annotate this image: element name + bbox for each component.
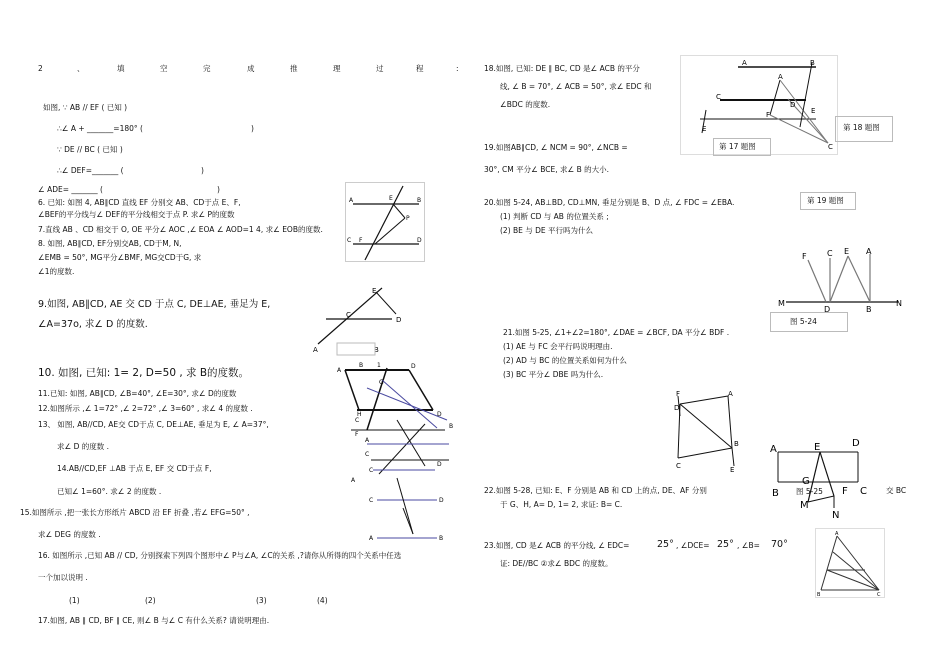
q2-line-2-close: ) xyxy=(251,124,254,133)
fig22-label-m: M xyxy=(800,500,809,511)
fig23-label-b: B xyxy=(817,592,821,598)
q15-line-1: 15.如图所示 ,把一张长方形纸片 ABCD 沿 EF 折叠 ,若∠ EFG=50° , xyxy=(20,508,250,517)
q19-line-1: 19.如图AB∥CD, ∠ NCM = 90°, ∠NCB = xyxy=(484,143,628,152)
q23-value-b: 70° xyxy=(771,539,788,550)
figure-q21-svg xyxy=(668,386,748,474)
fig525-caption: 图 5-25 xyxy=(796,487,823,496)
fig22-label-n: N xyxy=(832,510,840,521)
fig10-label-b: B xyxy=(359,362,364,369)
q16-label-1: (1) xyxy=(69,596,80,605)
fig19-caption: 第 19 题图 xyxy=(807,196,844,205)
q2-head-c1: 、 xyxy=(77,64,85,73)
fig23-label-c: C xyxy=(877,592,881,598)
figure-q9 xyxy=(312,284,412,356)
q9-line-1: 9.如图, AB∥CD, AE 交 CD 于点 C, DE⊥AE, 垂足为 E, xyxy=(38,299,271,310)
fig18-caption: 第 18 题图 xyxy=(843,123,880,132)
q11-text: 11.已知: 如图, AB∥CD, ∠B=40°, ∠E=30°, 求∠ D的度数 xyxy=(38,389,237,398)
fig21-label-f: F xyxy=(676,390,681,398)
fig13-label-c: C xyxy=(369,467,374,474)
fig10-label-a: A xyxy=(337,367,342,374)
q8-line-1: 8. 如图, AB∥CD, EF分别交AB, CD于M, N, xyxy=(38,239,182,248)
q20-line-1: 20.如图 5-24, AB⊥BD, CD⊥MN, 垂足分别是 B、D 点, ∠ FDC = ∠EBA. xyxy=(484,198,735,207)
fig17-label-e1: E xyxy=(811,107,816,115)
fig6-label-d: D xyxy=(417,237,422,244)
fig17-label-d1: D xyxy=(790,101,796,109)
q20-line-3: (2) BE 与 DE 平行吗为什么 xyxy=(500,226,594,235)
q21-line-4: (3) BC 平分∠ DBE 吗为什么. xyxy=(503,370,604,379)
fig6-label-c: C xyxy=(347,237,352,244)
fig9-label-b: B xyxy=(374,346,379,354)
fig10-label-g: G xyxy=(379,379,384,386)
fig10-label-h: H xyxy=(357,411,362,418)
fig21-label-e: E xyxy=(730,466,735,474)
fig19-label-m: M xyxy=(778,299,785,308)
figure-q6 xyxy=(345,182,425,262)
q17-text: 17.如图, AB ∥ CD, BF ∥ CE, 则∠ B 与∠ C 有什么关系? 请说明理由. xyxy=(38,616,270,625)
q9-line-2: ∠A=37o, 求∠ D 的度数. xyxy=(38,319,148,330)
q23-value-edc: 25° xyxy=(657,539,674,550)
fig19-label-c: C xyxy=(827,249,833,258)
fig17-label-a1: A xyxy=(742,59,747,67)
q2-head-c9: 程 xyxy=(416,64,424,73)
figure-q9-svg xyxy=(312,284,412,356)
fig19-label-d: D xyxy=(824,305,831,314)
q2-head-c8: 过 xyxy=(376,64,384,73)
q22-tail: 交 BC xyxy=(886,486,907,495)
q14-line-2: 已知∠ 1=60°. 求∠ 2 的度数 . xyxy=(57,487,162,496)
q2-line-5-close: ) xyxy=(217,185,220,194)
figure-q23-svg xyxy=(815,528,885,598)
fig6-label-b: B xyxy=(417,197,422,204)
fig21-label-b: B xyxy=(734,440,739,448)
fig10-label-1: 1 xyxy=(377,362,381,369)
q23-value-dce: 25° xyxy=(717,539,734,550)
q7-text: 7.直线 AB 、CD 相交于 O, OE 平分∠ AOC ,∠ EOA ∠ AOD=1 4, 求∠ EOB的度数. xyxy=(38,225,323,234)
q2-line-3: ∵ DE // BC ( 已知 ) xyxy=(57,145,123,154)
figure-q23 xyxy=(815,528,885,598)
fig19-label-e: E xyxy=(844,247,850,256)
q21-line-1: 21.如图 5-25, ∠1+∠2=180°, ∠DAE = ∠BCF, DA 平分∠ BDF . xyxy=(503,328,730,337)
q2-head-c7: 理 xyxy=(333,64,341,73)
fig19-label-f: F xyxy=(802,252,807,261)
q23-line-2: 证: DE//BC ②求∠ BDC 的度数。 xyxy=(500,559,613,568)
q2-head-c4: 完 xyxy=(203,64,211,73)
fig22-label-a: A xyxy=(770,444,777,455)
fig9-label-c: C xyxy=(346,311,351,319)
fig10-label-d: D xyxy=(411,363,416,370)
q2-head-c5: 成 xyxy=(247,64,255,73)
q2-line-4: ∴∠ DEF=_______ ( xyxy=(57,166,124,175)
fig18-label-c: C xyxy=(828,143,833,151)
q16-label-3: (3) xyxy=(256,596,267,605)
q18-line-3: ∠BDC 的度数. xyxy=(500,100,551,109)
fig6-label-f: F xyxy=(359,237,363,244)
fig21-label-a: A xyxy=(728,390,733,398)
q16-line-1: 16. 如图所示 ,已知 AB // CD, 分别探索下列四个图形中∠ P与∠A, ∠C的关系 ,?请你从所得的四个关系中任选 xyxy=(38,551,402,560)
figure-q22 xyxy=(768,436,867,521)
q20-line-2: (1) 判断 CD 与 AB 的位置关系 ; xyxy=(500,212,609,221)
fig14-label-a: A xyxy=(369,535,374,542)
q2-head-c3: 空 xyxy=(160,64,168,73)
fig12-label-c: C xyxy=(365,451,370,458)
q23-line-1: 23.如图, CD 是∠ ACB 的平分线, ∠ EDC= xyxy=(484,541,630,550)
q13-line-2: 求∠ D 的度数 . xyxy=(57,442,110,451)
fig22-label-c: C xyxy=(860,486,867,497)
figure-q19-q20 xyxy=(778,244,908,316)
fig12-label-a: A xyxy=(365,437,370,444)
q2-head-c2: 填 xyxy=(117,64,125,73)
fig22-label-g: G xyxy=(802,476,810,487)
figure-q19-q20-svg xyxy=(778,244,908,316)
fig524-caption: 图 5-24 xyxy=(790,317,817,326)
q23-mid: , ∠DCE= xyxy=(676,541,710,550)
figure-q6-svg xyxy=(345,182,425,262)
q22-line-1: 22.如图 5-28, 已知: E、F 分别是 AB 和 CD 上的点, DE、AF 分别 xyxy=(484,486,707,495)
fig11-label-d: D xyxy=(437,411,442,418)
figure-q10-q16-svg xyxy=(337,358,462,548)
q2-head-c10: : xyxy=(456,64,459,73)
fig18-label-a: A xyxy=(778,73,783,81)
fig23-label-a: A xyxy=(835,531,839,537)
q15-line-2: 求∠ DEG 的度数 . xyxy=(38,530,101,539)
fig21-label-c: C xyxy=(676,462,681,470)
fig10-label-c: C xyxy=(355,417,360,424)
q18-line-1: 18.如图, 已知: DE ∥ BC, CD 是∠ ACB 的平分 xyxy=(484,64,640,73)
figure-q10-q16 xyxy=(337,358,462,548)
q12-text: 12.如图所示 ,∠ 1=72° ,∠ 2=72° ,∠ 3=60° , 求∠ 4 的度数 . xyxy=(38,404,253,413)
q2-line-5: ∠ ADE= _______ ( xyxy=(38,185,103,194)
fig14-label-d: D xyxy=(439,497,444,504)
q18-line-2: 线, ∠ B = 70°, ∠ ACB = 50°, 求∠ EDC 和 xyxy=(500,82,652,91)
figure-q22-svg xyxy=(768,436,867,521)
fig14-label-b: B xyxy=(439,535,444,542)
fig17-label-c1: C xyxy=(716,93,721,101)
figure-q21 xyxy=(668,386,748,474)
fig9-label-e: E xyxy=(372,287,377,295)
q6-line-1: 6. 已知: 如图 4, AB∥CD 直线 EF 分别交 AB、CD于点 E、F, xyxy=(38,198,241,207)
q19-line-2: 30°, CM 平分∠ BCE, 求∠ B 的大小. xyxy=(484,165,610,174)
fig6-label-p: P xyxy=(406,215,410,222)
q16-label-2: (2) xyxy=(145,596,156,605)
q8-line-2: ∠EMB = 50°, MG平分∠BMF, MG交CD于G, 求 xyxy=(38,253,202,262)
fig22-label-d: D xyxy=(852,438,860,449)
fig17-caption: 第 17 题图 xyxy=(719,142,756,151)
fig17-label-f1: F xyxy=(766,111,771,119)
q14-line-1: 14.AB//CD,EF ⊥AB 于点 E, EF 交 CD于点 F, xyxy=(57,464,212,473)
fig6-label-e: E xyxy=(389,195,393,202)
q21-line-3: (2) AD 与 BC 的位置关系如何为什么 xyxy=(503,356,627,365)
fig19-label-b: B xyxy=(866,305,872,314)
q16-line-2: 一个加以说明 . xyxy=(38,573,88,582)
q16-label-4: (4) xyxy=(317,596,328,605)
q23-mid2: , ∠B= xyxy=(737,541,760,550)
fig17-label-b1: B xyxy=(810,59,815,67)
q21-line-2: (1) AE 与 FC 会平行吗说明理由. xyxy=(503,342,613,351)
fig17-label-e2: E xyxy=(702,125,707,133)
fig10-label-f: F xyxy=(355,431,359,438)
q8-line-3: ∠1的度数. xyxy=(38,267,75,276)
q13-line-1: 13、 如图, AB//CD, AE交 CD于点 C, DE⊥AE, 垂足为 E, ∠ A=37°, xyxy=(38,420,269,429)
q2-head-number: 2 xyxy=(38,64,43,73)
fig9-label-a: A xyxy=(313,346,318,354)
fig13-label-d: D xyxy=(437,461,442,468)
fig22-label-f: F xyxy=(842,486,848,497)
fig13-label-a: A xyxy=(351,477,356,484)
q2-head-c6: 推 xyxy=(290,64,298,73)
fig22-label-b: B xyxy=(772,488,779,499)
fig22-label-e: E xyxy=(814,442,821,453)
fig19-label-n: N xyxy=(896,299,902,308)
fig6-label-a: A xyxy=(349,197,354,204)
q10-text: 10. 如图, 已知: 1= 2, D=50 , 求 B的度数。 xyxy=(38,367,250,379)
fig11-label-b: B xyxy=(449,423,454,430)
fig9-label-d: D xyxy=(396,316,402,324)
q2-line-2: ∴∠ A + _______=180° ( xyxy=(57,124,143,133)
q2-line-4-close: ) xyxy=(201,166,204,175)
q2-line-1: 如图, ∵ AB // EF ( 已知 ) xyxy=(43,103,128,112)
fig21-label-d: D xyxy=(674,404,680,412)
q22-line-2: 于 G、H, A= D, 1= 2, 求证: B= C. xyxy=(500,500,623,509)
q6-line-2: ∠BEF的平分线与∠ DEF的平分线相交于点 P. 求∠ P的度数 xyxy=(38,210,235,219)
fig19-label-a: A xyxy=(866,247,872,256)
fig14-label-c: C xyxy=(369,497,374,504)
